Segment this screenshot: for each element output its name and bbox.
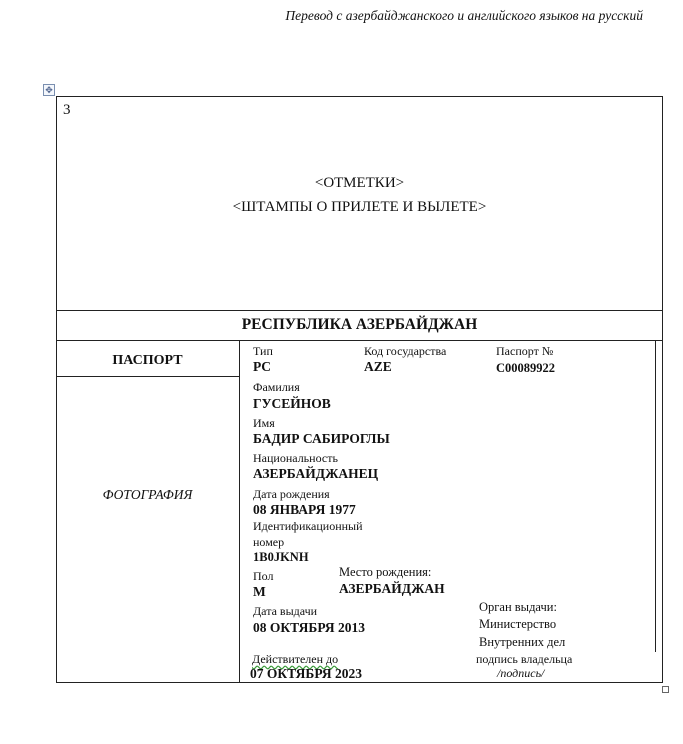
valid-until-value: 07 ОКТЯБРЯ 2023 [250,666,363,681]
stamps-heading: <ШТАМПЫ О ПРИЛЕТЕ И ВЫЛЕТЕ> [232,199,487,215]
id-number-label-line2: номер [253,535,285,549]
type-label: Тип [253,344,273,358]
surname-label: Фамилия [253,380,300,394]
birth-place-value: АЗЕРБАЙДЖАН [339,581,445,596]
surname-value: ГУСЕЙНОВ [253,396,331,411]
page-number: 3 [63,102,71,118]
divider-marks-country [56,310,663,311]
authority-line1: Министерство [479,617,557,631]
state-code-label: Код государства [364,344,447,358]
name-label: Имя [253,416,275,430]
divider-passport-photo [56,376,239,377]
birth-date-label: Дата рождения [253,487,330,501]
nationality-label: Национальность [253,451,338,465]
country-title: РЕСПУБЛИКА АЗЕРБАЙДЖАН [241,316,478,333]
birth-place-label: Место рождения: [339,565,432,579]
passport-number-label: Паспорт № [496,344,554,358]
valid-until-label: Действителен до [252,652,339,666]
table-move-handle-icon[interactable]: ✥ [43,84,55,96]
holder-signature-label: подпись владельца [476,652,573,666]
sex-value: M [253,584,266,599]
nationality-value: АЗЕРБАЙДЖАНЕЦ [253,466,379,481]
sex-label: Пол [253,569,274,583]
photo-placeholder: ФОТОГРАФИЯ [102,487,193,502]
passport-label: ПАСПОРТ [112,353,183,368]
id-number-value: 1B0JKNH [253,550,309,564]
type-value: PC [253,359,271,374]
authority-line2: Внутренних дел [479,635,566,649]
divider-country-fields [56,340,663,341]
birth-date-value: 08 ЯНВАРЯ 1977 [253,502,356,517]
id-number-label-line1: Идентификационный [253,519,363,533]
authority-label: Орган выдачи: [479,600,557,614]
marks-heading: <ОТМЕТКИ> [314,175,405,191]
issue-date-value: 08 ОКТЯБРЯ 2013 [253,620,366,635]
passport-number-value: C00089922 [496,361,556,375]
table-resize-handle[interactable] [662,686,669,693]
name-value: БАДИР САБИРОГЛЫ [253,431,390,446]
divider-left-column [239,340,240,683]
document-header: Перевод с азербайджанского и английского языков на русский [285,8,643,23]
divider-right-border [655,340,656,652]
state-code-value: AZE [364,359,392,374]
holder-signature-value: /подпись/ [497,666,545,680]
issue-date-label: Дата выдачи [253,604,318,618]
